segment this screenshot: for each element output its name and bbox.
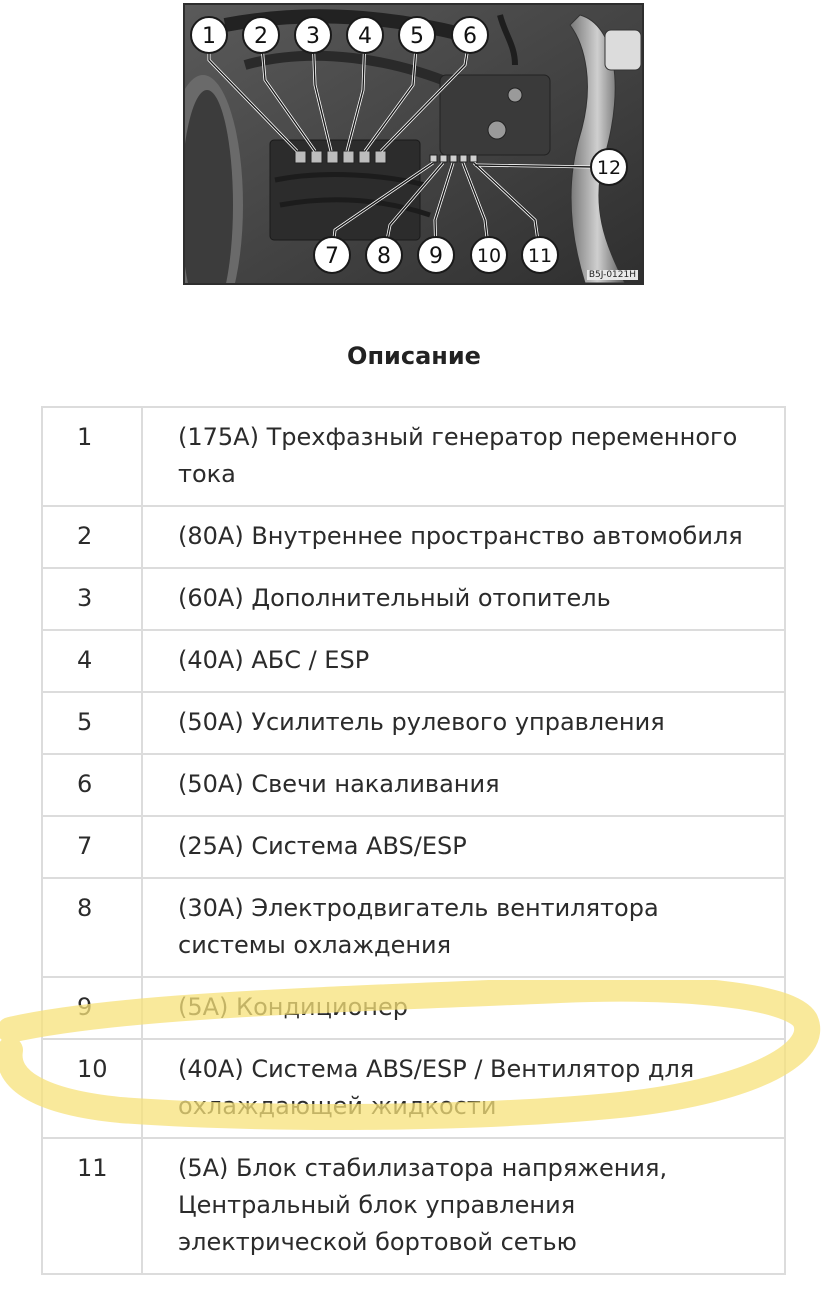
table-row — [42, 816, 785, 878]
figure-code: B5J-0121H — [588, 270, 636, 280]
callout-label-5: 5 — [410, 24, 424, 49]
row-number: 9 — [42, 977, 142, 1039]
table-row — [42, 630, 785, 692]
table-row — [42, 506, 785, 568]
callout-label-4: 4 — [358, 24, 372, 49]
callout-label-7: 7 — [325, 244, 339, 269]
fuse-description-table — [41, 406, 786, 1275]
engine-bay-illustration — [185, 5, 642, 283]
row-description: (5A) Блок стабилизатора напряжения, Центральный блок управления электрической бортовой сетью — [142, 1138, 785, 1274]
table-row — [42, 878, 785, 977]
table-row-highlighted — [42, 1039, 785, 1138]
row-number: 2 — [42, 506, 142, 568]
row-description: (40A) Система ABS/ESP / Вентилятор для охлаждающей жидкости — [142, 1039, 785, 1138]
callout-label-10: 10 — [476, 245, 502, 267]
row-number: 7 — [42, 816, 142, 878]
callout-label-11: 11 — [527, 245, 553, 267]
row-number: 6 — [42, 754, 142, 816]
row-description: (40A) АБС / ESP — [142, 630, 785, 692]
callout-label-3: 3 — [306, 24, 320, 49]
callout-label-2: 2 — [254, 24, 268, 49]
section-title: Описание — [347, 342, 481, 370]
row-number: 4 — [42, 630, 142, 692]
table-row — [42, 692, 785, 754]
row-number: 5 — [42, 692, 142, 754]
row-description: (5A) Кондиционер — [142, 977, 785, 1039]
fuse-box-figure — [183, 3, 644, 285]
row-number: 8 — [42, 878, 142, 977]
row-description: (50A) Свечи накаливания — [142, 754, 785, 816]
row-description: (175A) Трехфазный генератор переменного тока — [142, 407, 785, 506]
table-row — [42, 407, 785, 506]
table-row — [42, 1138, 785, 1274]
callout-label-8: 8 — [377, 244, 391, 269]
callout-label-12: 12 — [596, 157, 622, 179]
row-number: 3 — [42, 568, 142, 630]
callout-label-6: 6 — [463, 24, 477, 49]
row-description: (60A) Дополнительный отопитель — [142, 568, 785, 630]
callout-label-1: 1 — [202, 24, 216, 49]
row-description: (50A) Усилитель рулевого управления — [142, 692, 785, 754]
row-number: 1 — [42, 407, 142, 506]
row-description: (25A) Система ABS/ESP — [142, 816, 785, 878]
row-description: (80A) Внутреннее пространство автомобиля — [142, 506, 785, 568]
row-description: (30A) Электродвигатель вентилятора системы охлаждения — [142, 878, 785, 977]
table-row — [42, 977, 785, 1039]
row-number: 11 — [42, 1138, 142, 1274]
row-number: 10 — [42, 1039, 142, 1138]
table-row — [42, 754, 785, 816]
callout-label-9: 9 — [429, 244, 443, 269]
table-row — [42, 568, 785, 630]
